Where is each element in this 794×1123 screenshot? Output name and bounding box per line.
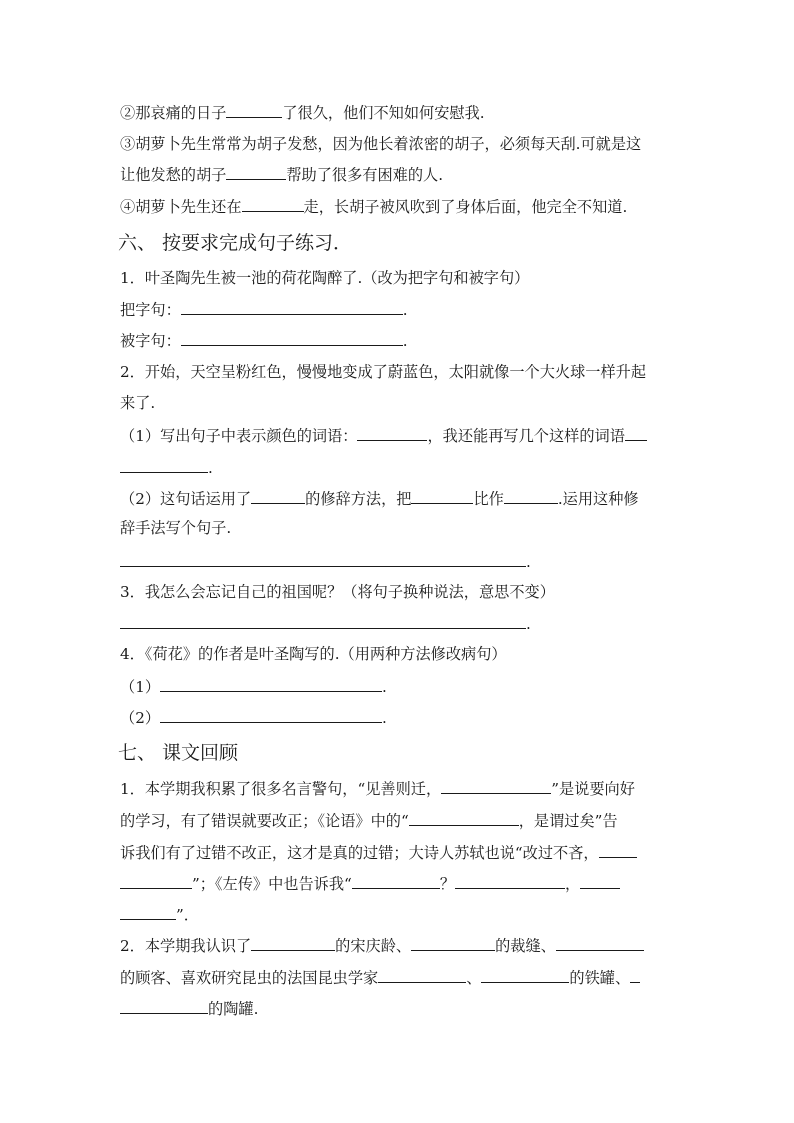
period: . [526,615,531,633]
s6-q4-prompt: 4．《荷花》的作者是叶圣陶写的.（用两种方法修改病句） [120,645,507,663]
question-text: ”；《左传》中也告诉我“ [192,875,352,893]
item-text: 让他发愁的胡子 [120,166,227,184]
question-text: 的宋庆龄、 [335,937,412,955]
answer-blank[interactable] [120,873,192,889]
item-text: 帮助了很多有困难的人. [286,166,444,184]
sub-question: ，我还能再写几个这样的词语 [427,427,625,445]
item-text: 走，长胡子被风吹到了身体后面，他完全不知道. [303,198,628,216]
answer-blank[interactable] [251,488,305,504]
q5-item-2 [120,102,485,123]
question-text: 的学习，有了错误就要改正；《论语》中的“ [120,812,409,830]
question-text: 的铁罐、 [569,969,631,987]
q5-item-4 [120,196,627,217]
question-text: ，是谓过矣”告 [518,812,618,830]
period: . [208,459,213,477]
question-text: 的顾客、喜欢研究昆虫的法国昆虫学家 [120,969,379,987]
s7-q2-line3 [120,998,258,1019]
item-number: ④ [120,198,136,216]
question-text: 的裁缝、 [495,937,556,955]
answer-blank[interactable] [160,676,382,692]
item-number: ② [120,104,136,122]
s7-q1-line1 [120,778,635,799]
option-label: （1） [120,678,161,696]
question-text: 、 [466,969,482,987]
s6-q1-prompt: 1．叶圣陶先生被一池的荷花陶醉了.（改为把字句和被字句） [120,269,530,287]
s7-q1-line3 [120,842,637,863]
s7-q1-line2 [120,810,618,831]
section-6-heading: 六、 按要求完成句子练习． [118,232,353,254]
s6-q2-sub2-cont: 辞手法写个句子. [120,519,232,537]
item-text: 了很久，他们不知如何安慰我. [282,104,485,122]
answer-blank[interactable] [455,873,565,889]
answer-blank[interactable] [181,330,403,346]
answer-blank[interactable] [160,707,382,723]
answer-blank[interactable] [411,935,495,951]
answer-blank[interactable] [630,967,640,983]
answer-blank[interactable] [120,613,526,629]
question-text: ？ [439,875,455,893]
sub-question: .运用这种修 [557,490,639,508]
section-7-heading: 七、 课文回顾 [118,742,239,764]
answer-blank[interactable] [441,778,551,794]
answer-blank[interactable] [226,102,282,118]
question-text: ， [565,875,581,893]
question-text: 2．本学期我认识了 [120,937,252,955]
answer-blank[interactable] [580,873,620,889]
label-ba: 把字句： [120,301,181,319]
question-text: ”是说要向好 [551,780,635,798]
period: . [402,301,408,319]
item-text: 那哀痛的日子 [135,104,227,122]
s6-q2-sub2 [120,488,639,509]
answer-blank[interactable] [357,425,427,441]
s6-q2-line2: 来了. [120,394,156,412]
sub-question: （1）写出句子中表示颜色的词语： [120,427,358,445]
period: . [382,709,387,727]
period: . [402,332,408,350]
item-text: 胡萝卜先生常常为胡子发愁，因为他长着浓密的胡子，必须每天刮.可就是这 [135,135,642,153]
answer-blank[interactable] [504,488,558,504]
question-text: 的陶罐. [208,1000,259,1018]
answer-blank[interactable] [120,457,208,473]
q5-item-3-line2 [120,164,443,185]
period: . [526,553,531,571]
s6-q1-ba-line [120,299,408,320]
s6-q1-bei-line [120,330,408,351]
answer-blank[interactable] [411,488,473,504]
option-label: （2） [120,709,161,727]
question-text: 1．本学期我积累了很多名言警句，“见善则迁， [120,780,442,798]
answer-blank[interactable] [625,425,647,441]
answer-blank[interactable] [378,967,466,983]
s6-q4-option-2 [120,707,387,728]
answer-blank[interactable] [120,904,176,920]
s7-q1-line5 [120,904,199,925]
period: . [382,678,387,696]
answer-blank[interactable] [352,873,440,889]
s6-q2-answer-line [120,551,531,572]
s7-q1-line4 [120,873,620,894]
item-number: ③ [120,135,136,153]
s6-q2-sub1-cont [120,457,213,478]
s6-q4-option-1 [120,676,387,697]
q5-item-3-line1 [120,134,641,154]
answer-blank[interactable] [120,551,526,567]
answer-blank[interactable] [556,935,644,951]
s7-q2-line1 [120,935,644,956]
s6-q3-answer-line [120,613,531,634]
answer-blank[interactable] [251,935,335,951]
answer-blank[interactable] [481,967,569,983]
sub-question: （2）这句话运用了 [120,490,252,508]
sub-question: 的修辞方法，把 [305,490,412,508]
answer-blank[interactable] [226,164,286,180]
s6-q2-sub1 [120,425,647,446]
s7-q2-line2 [120,967,640,988]
label-bei: 被字句： [120,332,181,350]
s6-q2-line1: 2．开始，天空呈粉红色，慢慢地变成了蔚蓝色，太阳就像一个大火球一样升起 [120,363,647,381]
answer-blank[interactable] [409,810,519,826]
item-text: 胡萝卜先生还在 [135,198,242,216]
answer-blank[interactable] [181,299,403,315]
s6-q3-prompt: 3．我怎么会忘记自己的祖国呢？（将句子换种说法，意思不变） [120,583,555,601]
answer-blank[interactable] [242,196,304,212]
sub-question: 比作 [473,490,504,508]
question-text: 诉我们有了过错不改正，这才是真的过错；大诗人苏轼也说“改过不吝， [120,844,599,862]
question-text: ”． [176,906,199,924]
answer-blank[interactable] [120,998,208,1014]
answer-blank[interactable] [599,842,637,858]
